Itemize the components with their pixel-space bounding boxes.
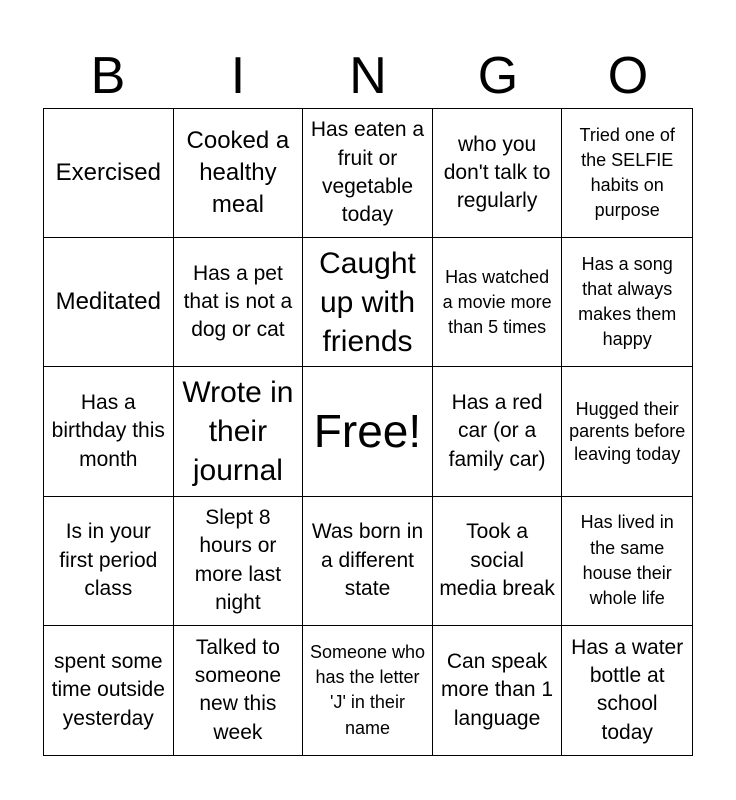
cell-text: Has lived in the same house their whole life — [580, 512, 674, 608]
cell-text: Cooked a healthy meal — [186, 126, 290, 219]
bingo-cell-r5c2[interactable] — [174, 626, 304, 755]
bingo-cell-r4c5[interactable] — [562, 497, 692, 626]
bingo-cell-r5c4[interactable] — [433, 626, 563, 755]
bingo-cell-r4c3[interactable] — [303, 497, 433, 626]
cell-text: Was born in a different state — [311, 520, 424, 600]
bingo-cell-r1c4[interactable] — [433, 109, 563, 238]
header-letter-g: G — [477, 47, 519, 105]
bingo-cell-r5c1[interactable] — [44, 626, 174, 755]
cell-text: Has a song that always makes them happy — [578, 253, 677, 350]
cell-text: who you don't talk to regularly — [443, 132, 551, 213]
bingo-cell-r1c5[interactable] — [562, 109, 692, 238]
bingo-cell-r2c4[interactable] — [433, 238, 563, 367]
cell-text: Has watched a movie more than 5 times — [442, 266, 552, 337]
bingo-cell-r5c3[interactable] — [303, 626, 433, 755]
bingo-cell-r3c2[interactable] — [174, 367, 304, 496]
cell-text: Has a water bottle at school today — [571, 635, 684, 744]
bingo-cell-r3c5[interactable] — [562, 367, 692, 496]
header-letter-b: B — [90, 47, 126, 105]
cell-text: Has eaten a fruit or vegetable today — [310, 118, 425, 227]
cell-text: Exercised — [55, 158, 161, 186]
cell-text: Meditated — [55, 288, 161, 316]
cell-text: Has a red car (or a family car) — [448, 390, 546, 471]
bingo-board — [43, 108, 693, 756]
cell-text: Has a pet that is not a dog or cat — [183, 261, 293, 342]
bingo-cell-r3c4[interactable] — [433, 367, 563, 496]
bingo-cell-r4c4[interactable] — [433, 497, 563, 626]
cell-text: Slept 8 hours or more last night — [194, 506, 282, 615]
bingo-cell-r1c2[interactable] — [174, 109, 304, 238]
bingo-cell-r1c3[interactable] — [303, 109, 433, 238]
bingo-cell-r5c5[interactable] — [562, 626, 692, 755]
cell-text: Someone who has the letter 'J' in their name — [309, 642, 426, 738]
cell-text: Caught up with friends — [319, 246, 416, 358]
bingo-cell-r2c1[interactable] — [44, 238, 174, 367]
bingo-cell-r2c3[interactable] — [303, 238, 433, 367]
bingo-cell-r3c1[interactable] — [44, 367, 174, 496]
header-letter-o: O — [607, 47, 649, 105]
cell-text: Wrote in their journal — [182, 375, 294, 487]
cell-text: Has a birthday this month — [51, 390, 165, 471]
cell-text: Talked to someone new this week — [194, 635, 282, 744]
bingo-header — [43, 40, 693, 108]
header-letter-n: N — [349, 47, 387, 105]
cell-text: spent some time outside yesterday — [51, 649, 165, 730]
cell-text: Is in your first period class — [59, 520, 158, 600]
bingo-cell-r4c1[interactable] — [44, 497, 174, 626]
bingo-cell-r4c2[interactable] — [174, 497, 304, 626]
bingo-cell-free[interactable] — [303, 367, 433, 496]
bingo-cell-r2c2[interactable] — [174, 238, 304, 367]
cell-text: Tried one of the SELFIE habits on purpose — [579, 124, 675, 221]
cell-text: Hugged their parents before leaving today — [569, 398, 686, 464]
cell-text: Can speak more than 1 language — [441, 649, 554, 730]
cell-text: Took a social media break — [439, 520, 555, 600]
bingo-cell-r2c5[interactable] — [562, 238, 692, 367]
free-space-text: Free! — [313, 405, 422, 458]
bingo-cell-r1c1[interactable] — [44, 109, 174, 238]
header-letter-i: I — [230, 47, 246, 105]
